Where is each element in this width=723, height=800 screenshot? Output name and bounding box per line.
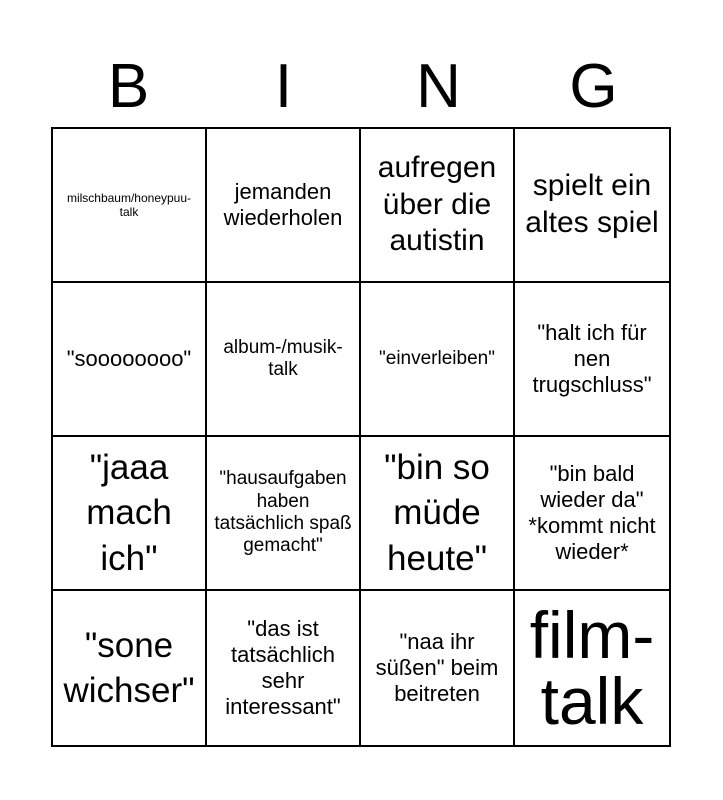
bingo-cell[interactable]: "jaaa mach ich" — [53, 437, 207, 591]
bingo-cell[interactable]: "bin bald wieder da" *kommt nicht wieder* — [515, 437, 669, 591]
bingo-cell[interactable]: "sone wichser" — [53, 591, 207, 745]
bingo-cell[interactable]: aufregen über die autistin — [361, 129, 515, 283]
bingo-cell[interactable]: "das ist tatsächlich sehr interessant" — [207, 591, 361, 745]
bingo-board — [51, 127, 671, 747]
bingo-cell[interactable]: album-/musik-talk — [207, 283, 361, 437]
bingo-cell[interactable]: "naa ihr süßen" beim beitreten — [361, 591, 515, 745]
bingo-cell[interactable]: jemanden wiederholen — [207, 129, 361, 283]
header-letter-b: B — [107, 52, 150, 121]
bingo-cell[interactable]: milschbaum/honeypuu-talk — [53, 129, 207, 283]
header-letter-n: N — [416, 52, 461, 121]
bingo-cell[interactable]: spielt ein altes spiel — [515, 129, 669, 283]
header-letter-i: I — [274, 52, 293, 121]
header-letter-g: G — [569, 52, 618, 121]
bingo-cell[interactable]: "halt ich für nen trugschluss" — [515, 283, 669, 437]
bingo-cell[interactable]: "einverleiben" — [361, 283, 515, 437]
bingo-header — [51, 48, 671, 126]
bingo-cell[interactable]: film-talk — [529, 598, 655, 738]
bingo-cell[interactable]: "soooooooo" — [53, 283, 207, 437]
bingo-cell[interactable]: "bin so müde heute" — [361, 437, 515, 591]
bingo-cell[interactable]: "hausaufgaben haben tatsächlich spaß gemacht" — [207, 437, 361, 591]
